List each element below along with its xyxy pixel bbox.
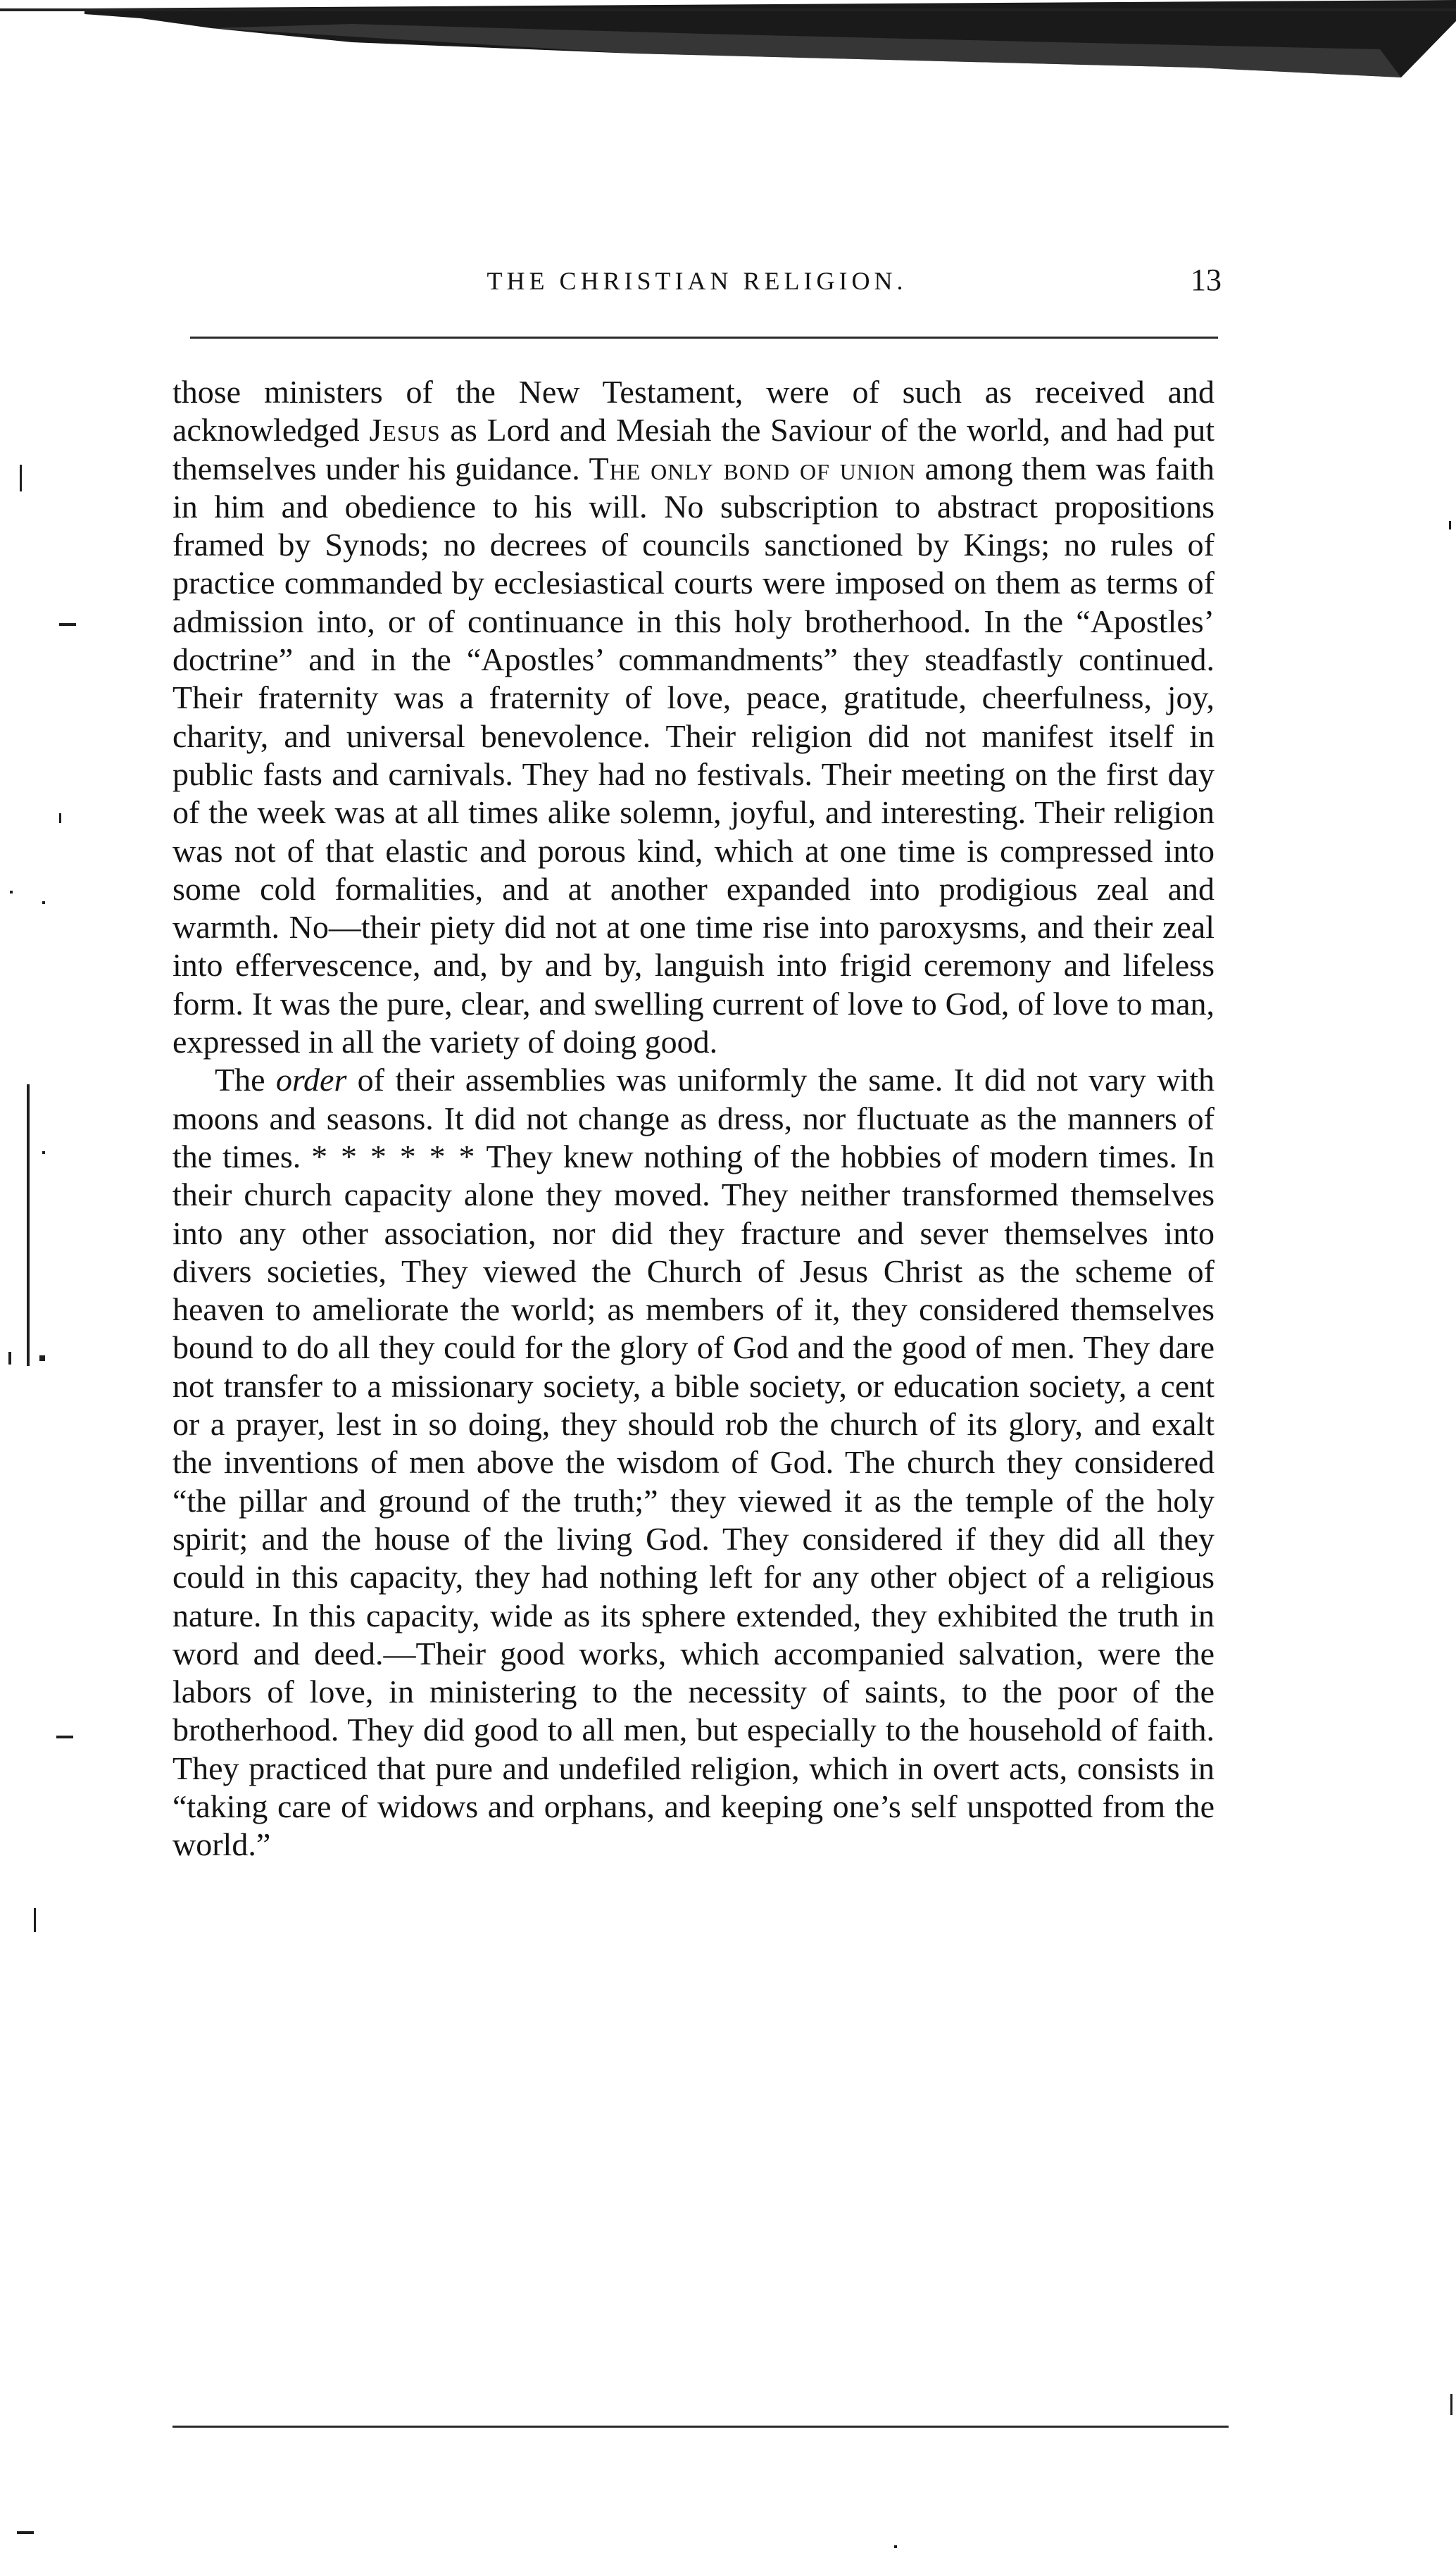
margin-tick <box>17 2531 34 2534</box>
jesus-small-caps: Jesus <box>369 412 441 449</box>
bond-of-union-small-caps: The only bond of union <box>589 450 916 487</box>
order-italic: order <box>275 1062 347 1098</box>
footer-rule <box>172 2426 1229 2428</box>
margin-tick <box>59 813 61 823</box>
margin-tick <box>1449 521 1451 529</box>
margin-tick <box>894 2545 897 2548</box>
body-text <box>172 373 1215 1864</box>
asterisks: * * * * * * <box>311 1138 477 1174</box>
margin-tick <box>42 901 45 904</box>
margin-tick <box>20 465 22 491</box>
running-title: THE CHRISTIAN RELIGION. <box>487 267 908 295</box>
margin-bar <box>27 1084 30 1366</box>
page-number: 13 <box>1191 263 1222 297</box>
margin-tick <box>8 1352 11 1365</box>
margin-tick <box>56 1736 73 1738</box>
paragraph-1: those ministers of the New Testament, were of such as received and acknowledged Jesus as Lord and Mesiah the Saviour of the world, and had put themselves under his guidance. The only bond of union among them was faith in him and obedience to his will. No subscription to abstract propositions framed by Synods; no decrees of councils sanctioned by Kings; no rules of practice commanded by ecclesiastical courts were imposed on them as terms of admission into, or of continuance in this holy brotherhood. In the “Apostles’ doctrine” and in the “Apostles’ commandments” they steadfastly continued. Their fraternity was a fraternity of love, peace, gratitude, cheerfulness, joy, charity, and universal benevolence. Their religion did not manifest itself in public fasts and carnivals. They had no festivals. Their meeting on the first day of the week was at all times alike solemn, joyful, and interesting. Their religion was not of that elastic and porous kind, which at one time is compressed into some cold formalities, and at another expanded into prodigious zeal and warmth. No—their piety did not at one time rise into paroxysms, and their zeal into effervescence, and, by and by, languish into frigid ceremony and lifeless form. It was the pure, clear, and swelling current of love to God, of love to man, expressed in all the variety of doing good. <box>172 374 1215 1060</box>
margin-tick <box>1450 2394 1452 2415</box>
running-header <box>172 263 1222 308</box>
paragraph-2: The order of their assemblies was uniformly the same. It did not vary with moons and seasons. It did not change as dress, nor fluctuate as the manners of the times. * * * * * * They knew nothing of the hobbies of modern times. In their church capacity alone they moved. They neither transformed themselves into any other association, nor did they fracture and sever themselves into divers societies, They viewed the Church of Jesus Christ as the scheme of heaven to ameliorate the world; as members of it, they considered themselves bound to do all they could for the glory of God and the good of men. They dare not transfer to a missionary society, a bible society, or education society, a cent or a prayer, lest in so doing, they should rob the church of its glory, and exalt the inventions of men above the wisdom of God. The church they considered “the pillar and ground of the truth;” they viewed it as the temple of the holy spirit; and the house of the living God. They considered if they did all they could in this capacity, they had nothing left for any other object of a religious nature. In this capacity, wide as its sphere extended, they exhibited the truth in word and deed.—Their good works, which accompanied salvation, were the labors of love, in ministering to the necessity of saints, to the poor of the brotherhood. They did good to all men, but especially to the household of faith. They practiced that pure and undefiled religion, which in overt acts, consists in “taking care of widows and orphans, and keeping one’s self unspotted from the world.” <box>172 1062 1215 1863</box>
margin-tick <box>10 891 13 893</box>
margin-tick <box>59 623 76 626</box>
scan-edge-shadow <box>0 0 1456 77</box>
header-rule <box>190 337 1218 339</box>
margin-tick <box>34 1908 36 1932</box>
margin-tick <box>42 1151 45 1154</box>
margin-tick <box>39 1355 45 1361</box>
